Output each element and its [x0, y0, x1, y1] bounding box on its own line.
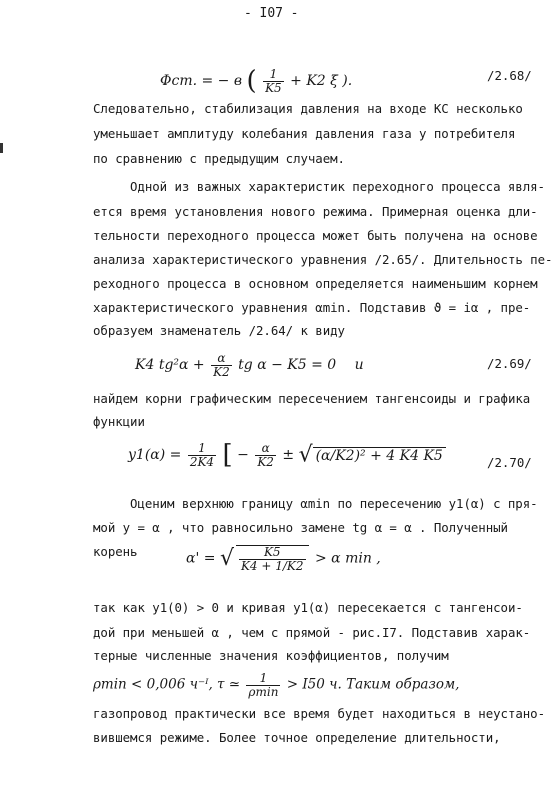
para2-line-5: реходного процесса в основном определяется наименьшим корнем	[93, 276, 538, 291]
eq-268-lhs: Φст. = − в	[160, 73, 243, 89]
eq-268-f1-den: K5	[265, 80, 282, 95]
equation-number-2-69: /2.69/	[487, 356, 532, 371]
eq-rho-fraction	[246, 672, 280, 698]
page-number: - I07 -	[244, 6, 299, 21]
eq-270-f2-den: K2	[257, 454, 274, 469]
eq-270-f2-num: α	[255, 442, 276, 456]
eq-270-f1-den: 2K4	[189, 454, 215, 469]
equation-alpha-prime	[186, 545, 381, 572]
para2-line-2: ется время установления нового режима. Примерная оценка дли-	[93, 204, 538, 219]
equation-number-2-70: /2.70/	[487, 455, 532, 470]
eq-269-fraction	[211, 352, 232, 378]
equation-2-68	[160, 66, 352, 96]
para2-line-6: характеристического уравнения αmin. Подставив ϑ = iα , пре-	[93, 300, 531, 315]
eq-270-minus: −	[237, 447, 249, 463]
equation-rho-min	[93, 672, 459, 698]
para6-line-1: газопровод практически все время будет находиться в неустано-	[93, 706, 545, 721]
para3-line-1: найдем корни графическим пересечением тангенсоиды и графика	[93, 391, 531, 406]
eq-rho-f-num: 1	[246, 672, 280, 686]
para5-line-3: терные численные значения коэффициентов, получим	[93, 648, 449, 663]
eq-270-bracket: [	[222, 440, 233, 470]
para1-line-2: уменьшает амплитуду колебания давления газа у потребителя	[93, 126, 516, 141]
eq-rho-f-den: ρmin	[248, 684, 279, 699]
margin-mark	[0, 143, 3, 153]
eq-alpha-den: K4 + 1/K2	[240, 558, 304, 573]
equation-number-2-68: /2.68/	[487, 68, 532, 83]
eq-270-f1-num: 1	[188, 442, 216, 456]
sqrt-symbol: √	[219, 546, 234, 572]
eq-270-lhs: y1(α) =	[128, 447, 182, 463]
para1-line-3: по сравнению с предыдущим случаем.	[93, 151, 345, 166]
eq-alpha-lhs: α' =	[186, 550, 216, 567]
para4-line-1: Оценим верхнюю границу αmin по пересечению y1(α) с пря-	[130, 496, 538, 511]
eq-268-f1-num: 1	[263, 68, 284, 82]
eq-269-f-den: K2	[213, 364, 230, 379]
para2-line-1: Одной из важных характеристик переходного процесса явля-	[130, 179, 545, 194]
eq-rho-rhs: > I50 ч. Таким образом,	[286, 676, 460, 693]
eq-270-fraction-1	[188, 442, 216, 468]
eq-alpha-num: K5	[239, 546, 306, 560]
para2-line-4: анализа характеристического уравнения /2.65/. Длительность пе-	[93, 252, 553, 267]
paren-open: (	[246, 66, 257, 96]
eq-269-part1: K4 tg²α +	[135, 357, 205, 374]
para2-line-7: образуем знаменатель /2.64/ к виду	[93, 323, 345, 338]
eq-270-radicand: (α/K2)² + 4 K4 K5	[313, 447, 446, 464]
eq-270-fraction-2	[255, 442, 276, 468]
eq-269-f-num: α	[211, 352, 232, 366]
eq-alpha-fraction	[236, 545, 309, 572]
para5-line-2: дой при меньшей α , чем с прямой - рис.I7. Подставив харак-	[93, 625, 531, 640]
para3-line-2: функции	[93, 414, 145, 429]
sqrt-symbol: √	[298, 442, 313, 468]
eq-rho-lhs: ρmin < 0,006 ч⁻ᴵ, τ ≃	[93, 676, 241, 693]
eq-268-tail: + K2 ξ ).	[290, 73, 353, 89]
eq-268-fraction	[263, 68, 284, 94]
para5-line-1: так как y1(0) > 0 и кривая y1(α) пересекается с тангенсои-	[93, 600, 523, 615]
para4-line-3: корень	[93, 544, 138, 559]
eq-269-part2: tg α − K5 = 0	[238, 357, 337, 374]
para2-line-3: тельности переходного процесса может быть получена на основе	[93, 228, 538, 243]
para6-line-2: вившемся режиме. Более точное определение длительности,	[93, 730, 501, 745]
eq-270-pm: ±	[282, 447, 295, 463]
eq-269-conj: и	[354, 357, 364, 374]
equation-2-69	[135, 352, 364, 378]
eq-alpha-rhs: > α min ,	[314, 550, 381, 567]
para1-line-1: Следовательно, стабилизация давления на входе КС несколько	[93, 101, 523, 116]
equation-2-70	[128, 440, 446, 470]
para4-line-2: мой y = α , что равносильно замене tg α = α . Полученный	[93, 520, 508, 535]
